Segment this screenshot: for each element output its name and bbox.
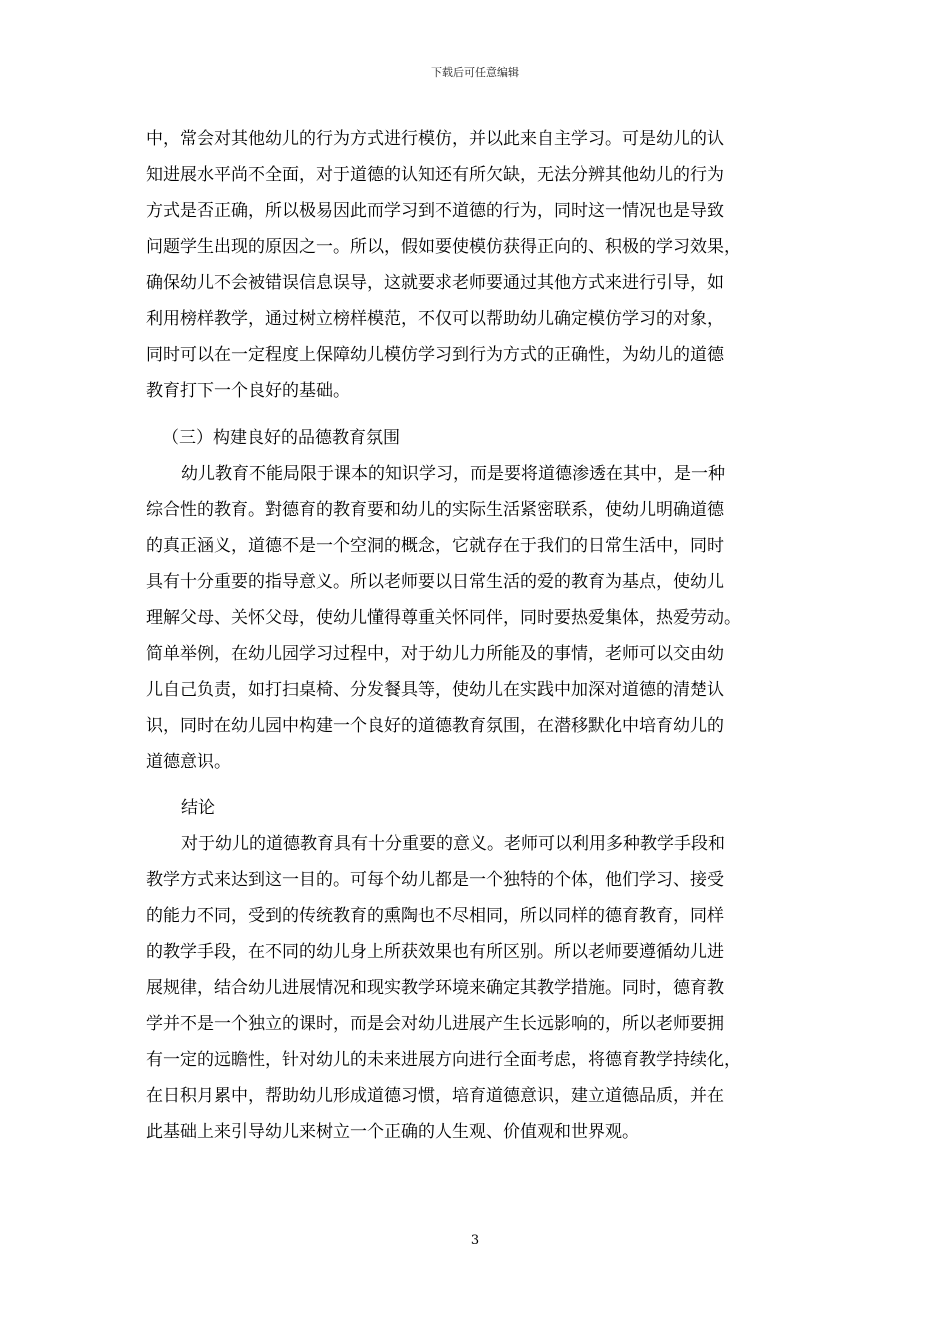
paragraph-line: 儿自己负责，如打扫桌椅、分发餐具等，使幼儿在实践中加深对道德的清楚认	[146, 680, 724, 700]
paragraph-line: 综合性的教育。對德育的教育要和幼儿的实际生活紧密联系，使幼儿明确道德	[146, 500, 724, 520]
paragraph-line: 理解父母、关怀父母，使幼儿懂得尊重关怀同伴，同时要热爱集体，热爱劳动。	[146, 608, 741, 628]
paragraph-line: 对于幼儿的道德教育具有十分重要的意义。老师可以利用多种教学手段和	[181, 834, 725, 854]
paragraph-line: 展规律，结合幼儿进展情况和现实教学环境来确定其教学措施。同时，德育教	[146, 978, 724, 998]
page-number: 3	[470, 1233, 480, 1248]
paragraph-line: 教学方式来达到这一目的。可每个幼儿都是一个独特的个体，他们学习、接受	[146, 870, 724, 890]
page-header: 下载后可任意编辑	[431, 66, 519, 79]
paragraph-line: 同时可以在一定程度上保障幼儿模仿学习到行为方式的正确性，为幼儿的道德	[146, 345, 724, 365]
paragraph-line: 学并不是一个独立的课时，而是会对幼儿进展产生长远影响的，所以老师要拥	[146, 1014, 724, 1034]
paragraph-line: 确保幼儿不会被错误信息误导，这就要求老师要通过其他方式来进行引导，如	[146, 273, 724, 293]
paragraph-line: 中，常会对其他幼儿的行为方式进行模仿，并以此来自主学习。可是幼儿的认	[146, 129, 724, 149]
paragraph-line: 的教学手段，在不同的幼儿身上所获效果也有所区别。所以老师要遵循幼儿进	[146, 942, 724, 962]
paragraph-line: 知进展水平尚不全面，对于道德的认知还有所欠缺，无法分辨其他幼儿的行为	[146, 165, 724, 185]
paragraph-line: 有一定的远瞻性，针对幼儿的未来进展方向进行全面考虑，将德育教学持续化，	[146, 1050, 741, 1070]
paragraph-line: 方式是否正确，所以极易因此而学习到不道德的行为，同时这一情况也是导致	[146, 201, 724, 221]
section-heading: 结论	[181, 798, 215, 818]
paragraph-line: 具有十分重要的指导意义。所以老师要以日常生活的爱的教育为基点，使幼儿	[146, 572, 724, 592]
paragraph-line: 教育打下一个良好的基础。	[146, 381, 350, 401]
paragraph-line: 简单举例，在幼儿园学习过程中，对于幼儿力所能及的事情，老师可以交由幼	[146, 644, 724, 664]
paragraph-line: 问题学生出现的原因之一。所以，假如要使模仿获得正向的、积极的学习效果，	[146, 237, 741, 257]
paragraph-line: 此基础上来引导幼儿来树立一个正确的人生观、价值观和世界观。	[146, 1122, 639, 1142]
paragraph-line: 识，同时在幼儿园中构建一个良好的道德教育氛围，在潜移默化中培育幼儿的	[146, 716, 724, 736]
paragraph-line: 在日积月累中，帮助幼儿形成道德习惯，培育道德意识，建立道德品质，并在	[146, 1086, 724, 1106]
section-heading: （三）构建良好的品德教育氛围	[162, 428, 400, 448]
paragraph-line: 道德意识。	[146, 752, 231, 772]
paragraph-line: 幼儿教育不能局限于课本的知识学习，而是要将道德渗透在其中，是一种	[181, 464, 725, 484]
paragraph-line: 的真正涵义，道德不是一个空洞的概念，它就存在于我们的日常生活中，同时	[146, 536, 724, 556]
paragraph-line: 的能力不同，受到的传统教育的熏陶也不尽相同，所以同样的德育教育，同样	[146, 906, 724, 926]
paragraph-line: 利用榜样教学，通过树立榜样模范，不仅可以帮助幼儿确定模仿学习的对象，	[146, 309, 724, 329]
